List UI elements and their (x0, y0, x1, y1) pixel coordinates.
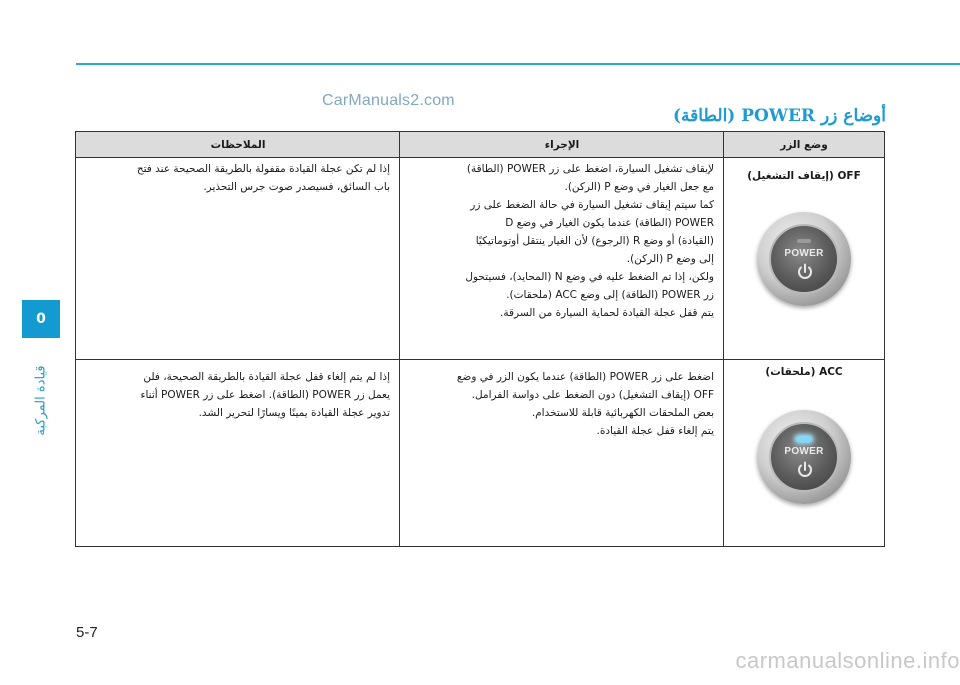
power-button-text: POWER (784, 248, 824, 259)
notes-line: باب السائق، فسيصدر صوت جرس التحذير. (203, 181, 390, 193)
notes-line: تدوير عجلة القيادة يمينًا ويسارًا لتحرير الشد. (198, 407, 390, 419)
header-button-mode: وضع الزر (780, 138, 828, 151)
action-line: إلى وضع P (الركن). (626, 253, 714, 265)
power-symbol-icon (795, 262, 815, 282)
notes-acc (82, 368, 390, 422)
header-notes: الملاحظات (210, 138, 266, 151)
notes-line: إذا لم تكن عجلة القيادة مقفولة بالطريقة الصحيحة عند فتح (136, 163, 390, 175)
power-led-indicator (797, 239, 811, 243)
action-line: كما سيتم إيقاف تشغيل السيارة في حالة الضغط على زر (470, 199, 714, 211)
action-off (404, 160, 714, 322)
power-button-off-image (757, 212, 851, 306)
notes-off (82, 160, 390, 196)
action-line: POWER (الطاقة) عندما يكون الغيار في وضع D (505, 217, 714, 229)
power-button-face (769, 422, 839, 492)
mode-label-acc: ACC (ملحقات) (765, 366, 843, 378)
column-divider (723, 132, 724, 546)
action-line: يتم إلغاء قفل عجلة القيادة. (596, 425, 714, 437)
action-line: زر POWER (الطاقة) إلى وضع ACC (ملحقات). (506, 289, 714, 301)
action-line: OFF (إيقاف التشغيل) دون الضغط على دواسة الفرامل. (471, 389, 714, 401)
action-line: اضغط على زر POWER (الطاقة) عندما يكون الزر في وضع (456, 371, 714, 383)
power-button-face (769, 224, 839, 294)
notes-line: إذا لم يتم إلغاء قفل عجلة القيادة بالطريقة الصحيحة، فلن (143, 371, 390, 383)
watermark-top: CarManuals2.com (322, 92, 455, 109)
power-led-indicator-lit (797, 437, 811, 441)
page-number: 5-7 (76, 624, 98, 641)
chapter-tab: 0 (22, 300, 60, 338)
action-line: مع جعل الغيار في وضع P (الركن). (564, 181, 714, 193)
power-modes-table (75, 131, 885, 547)
power-symbol-icon (795, 460, 815, 480)
watermark-bottom: carmanualsonline.info (735, 648, 960, 673)
power-button-acc-image (757, 410, 851, 504)
notes-line: يعمل زر POWER (الطاقة). اضغط على زر POWER أثناء (140, 389, 390, 401)
action-line: ولكن، إذا تم الضغط عليه في وضع N (المحايد)، فسيتحول (465, 271, 714, 283)
column-divider (399, 132, 400, 546)
mode-label-off: OFF (إيقاف التشغيل) (747, 170, 861, 182)
action-line: لإيقاف تشغيل السيارة، اضغط على زر POWER (الطاقة) (466, 163, 714, 175)
chapter-label-text: قيادة المركبة (33, 364, 49, 436)
action-line: يتم قفل عجلة القيادة لحماية السيارة من السرقة. (500, 307, 714, 319)
action-line: بعض الملحقات الكهربائية قابلة للاستخدام. (531, 407, 714, 419)
header-action: الإجراء (544, 138, 580, 151)
top-divider (76, 63, 960, 65)
power-button-text: POWER (784, 446, 824, 457)
section-title: أوضاع زر POWER (الطاقة) (672, 106, 886, 126)
action-line: (القيادة) أو وضع R (الرجوع) لأن الغيار ينتقل أوتوماتيكيًا (475, 235, 714, 247)
action-acc (404, 368, 714, 440)
table-header (76, 132, 884, 158)
row-divider (76, 359, 884, 360)
chapter-label (22, 345, 60, 455)
